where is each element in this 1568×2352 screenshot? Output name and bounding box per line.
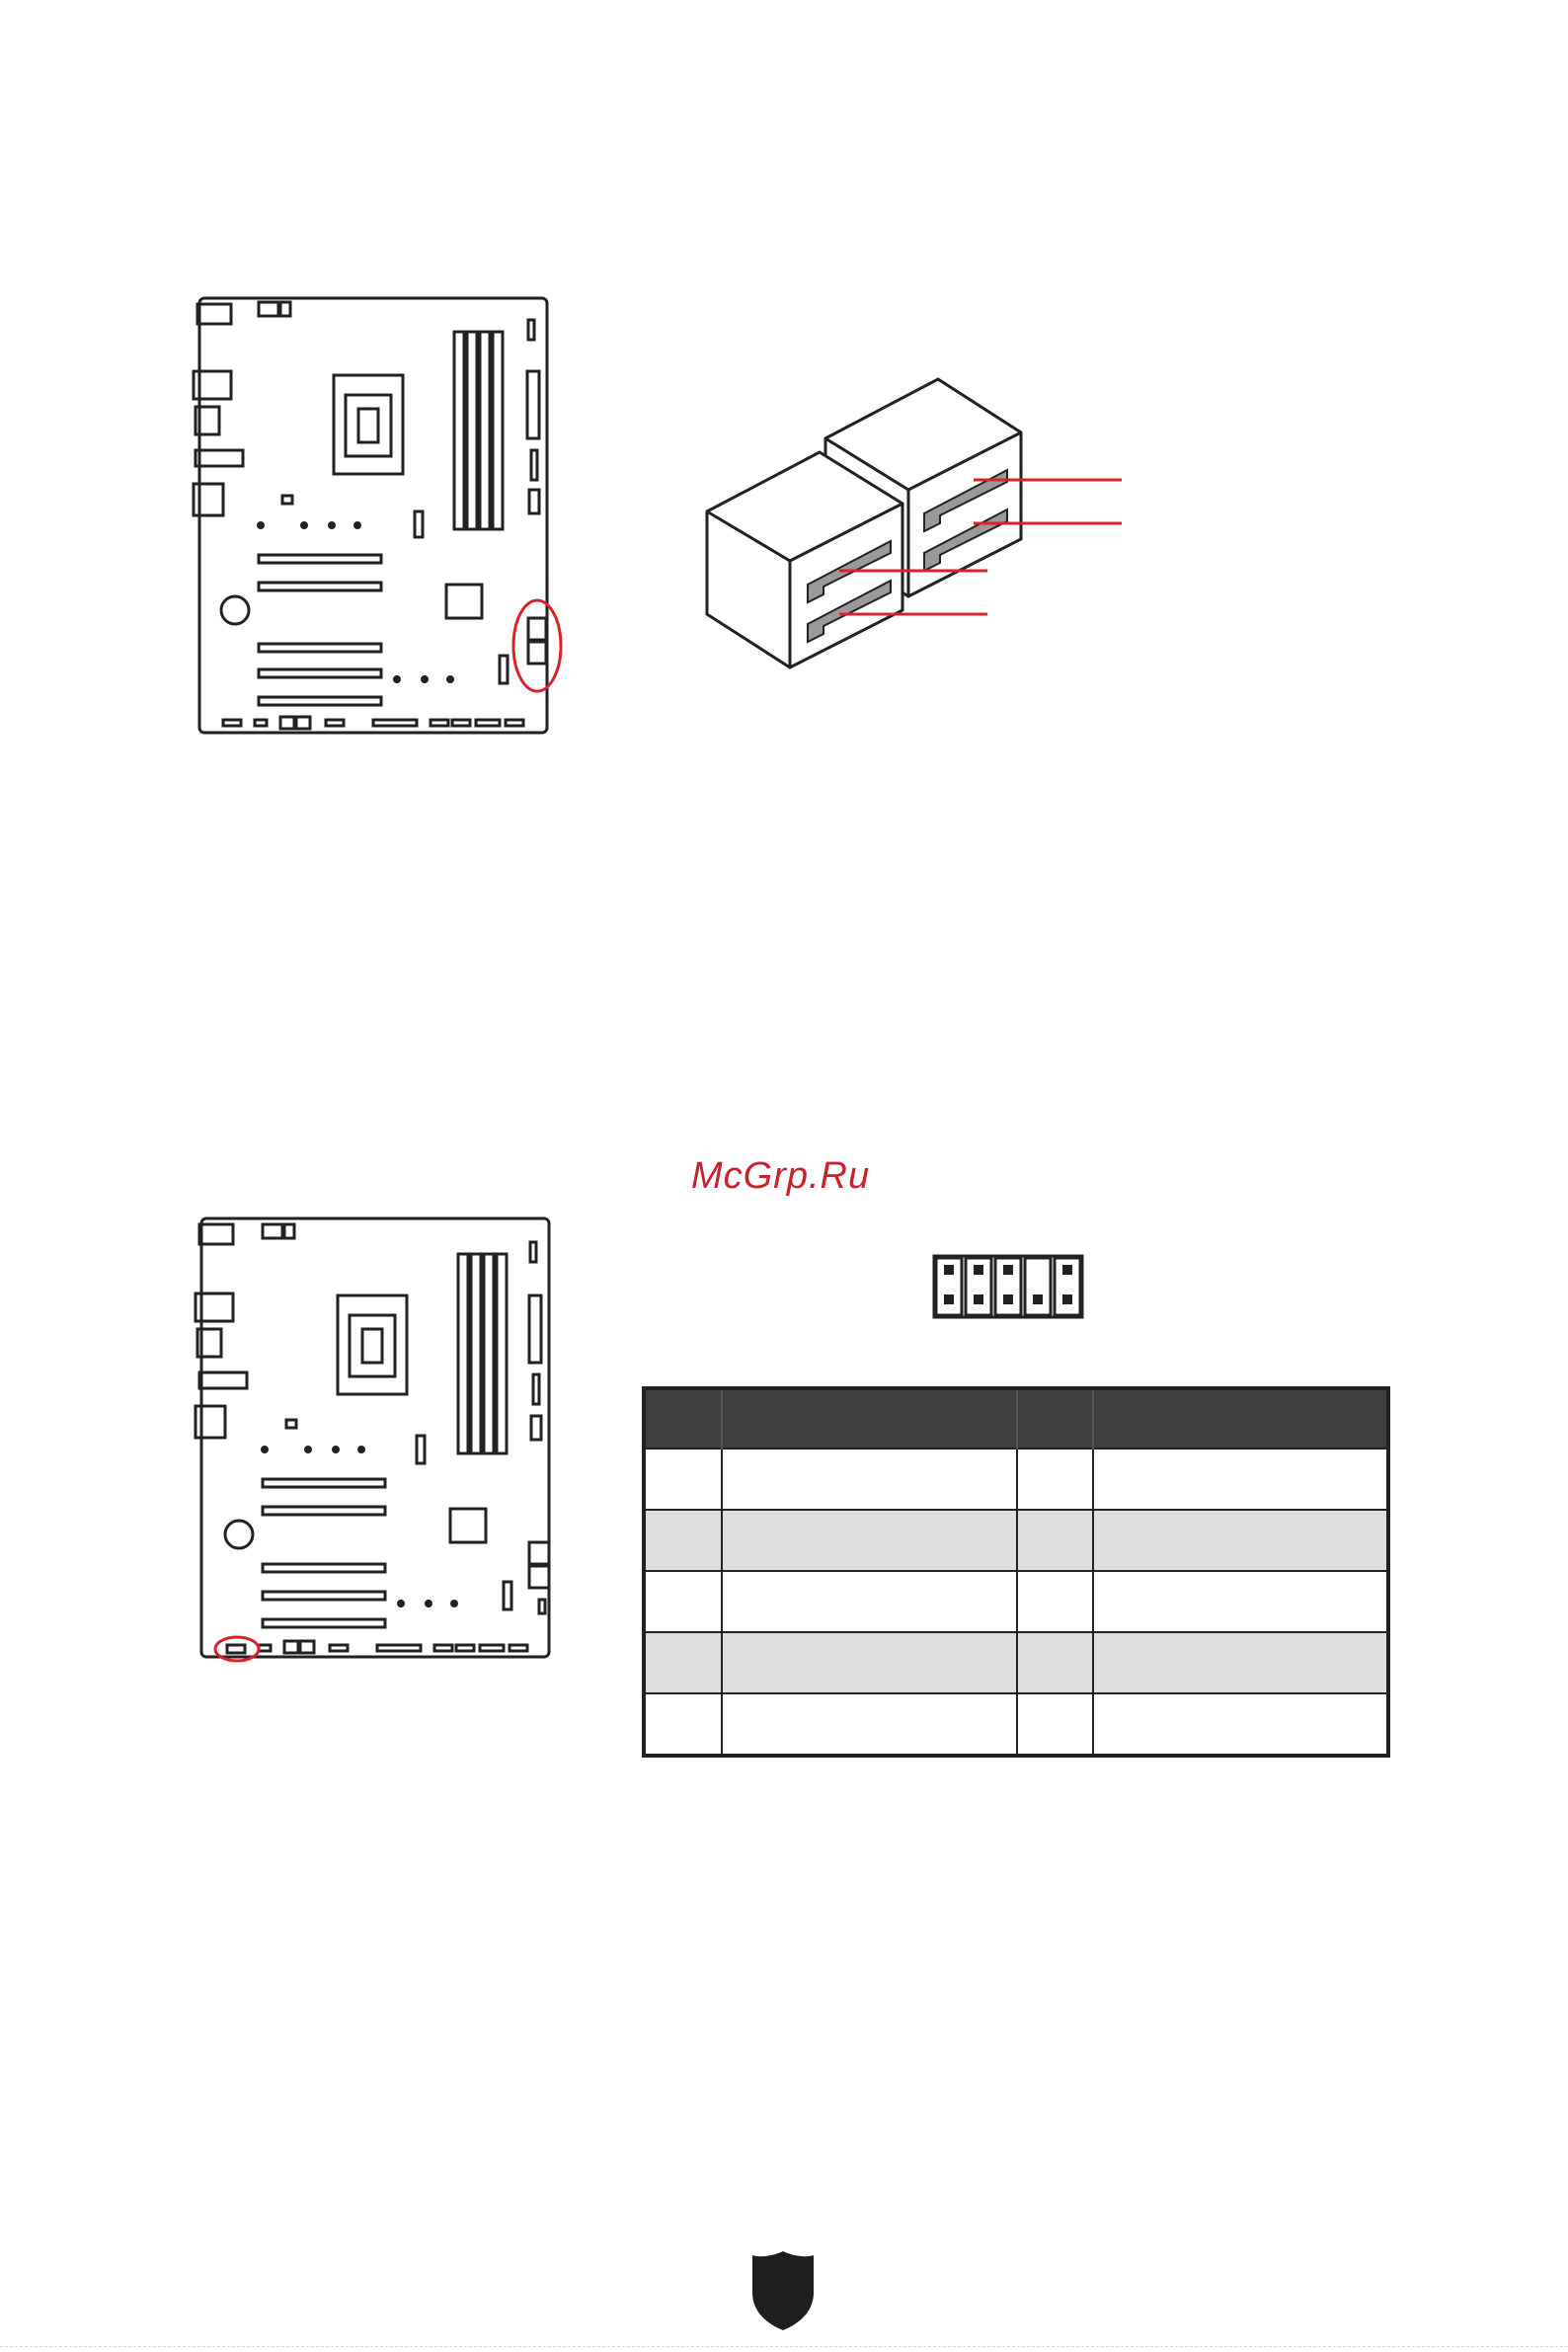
header-signal-2 xyxy=(1093,1388,1388,1449)
table-cell xyxy=(722,1510,1017,1571)
sata-highlight xyxy=(513,600,561,691)
table-cell xyxy=(1017,1449,1093,1510)
table-cell xyxy=(722,1449,1017,1510)
pin xyxy=(1062,1294,1072,1304)
pin xyxy=(974,1294,983,1304)
table-row xyxy=(644,1693,1388,1756)
pin xyxy=(1062,1265,1072,1275)
pin xyxy=(1003,1265,1013,1275)
table-cell xyxy=(644,1449,722,1510)
table-cell xyxy=(722,1693,1017,1756)
table-cell xyxy=(722,1571,1017,1632)
table-row xyxy=(644,1510,1388,1571)
table-cell xyxy=(1017,1693,1093,1756)
pin xyxy=(944,1265,954,1275)
sata-connector-illustration xyxy=(691,365,1126,671)
header-pin-1 xyxy=(644,1388,722,1449)
table-row xyxy=(644,1449,1388,1510)
table-cell xyxy=(1017,1510,1093,1571)
pin-header-diagram xyxy=(932,1254,1086,1321)
table-cell xyxy=(1093,1449,1388,1510)
shield-logo-icon xyxy=(750,2249,816,2332)
watermark-text: McGrp.Ru xyxy=(691,1155,871,1197)
table-row xyxy=(644,1571,1388,1632)
pin xyxy=(1003,1294,1013,1304)
header-pin-2 xyxy=(1017,1388,1093,1449)
table-cell xyxy=(722,1632,1017,1693)
pin-definition-table xyxy=(642,1386,1390,1758)
table-cell xyxy=(1017,1632,1093,1693)
table-header-row xyxy=(644,1388,1388,1449)
table-cell xyxy=(644,1571,722,1632)
pin xyxy=(1033,1294,1043,1304)
table-cell xyxy=(1093,1510,1388,1571)
header-signal-1 xyxy=(722,1388,1017,1449)
table-cell xyxy=(1093,1693,1388,1756)
table-cell xyxy=(644,1632,722,1693)
bottom-rule xyxy=(0,2346,1568,2347)
table-cell xyxy=(1093,1571,1388,1632)
table-cell xyxy=(1093,1632,1388,1693)
table-cell xyxy=(644,1693,722,1756)
table-cell xyxy=(1017,1571,1093,1632)
motherboard-diagram-sata xyxy=(188,292,563,743)
table-row xyxy=(644,1632,1388,1693)
pin-column xyxy=(1025,1258,1051,1315)
pin xyxy=(944,1294,954,1304)
motherboard-diagram-jaud xyxy=(190,1213,565,1663)
pin xyxy=(974,1265,983,1275)
table-cell xyxy=(644,1510,722,1571)
